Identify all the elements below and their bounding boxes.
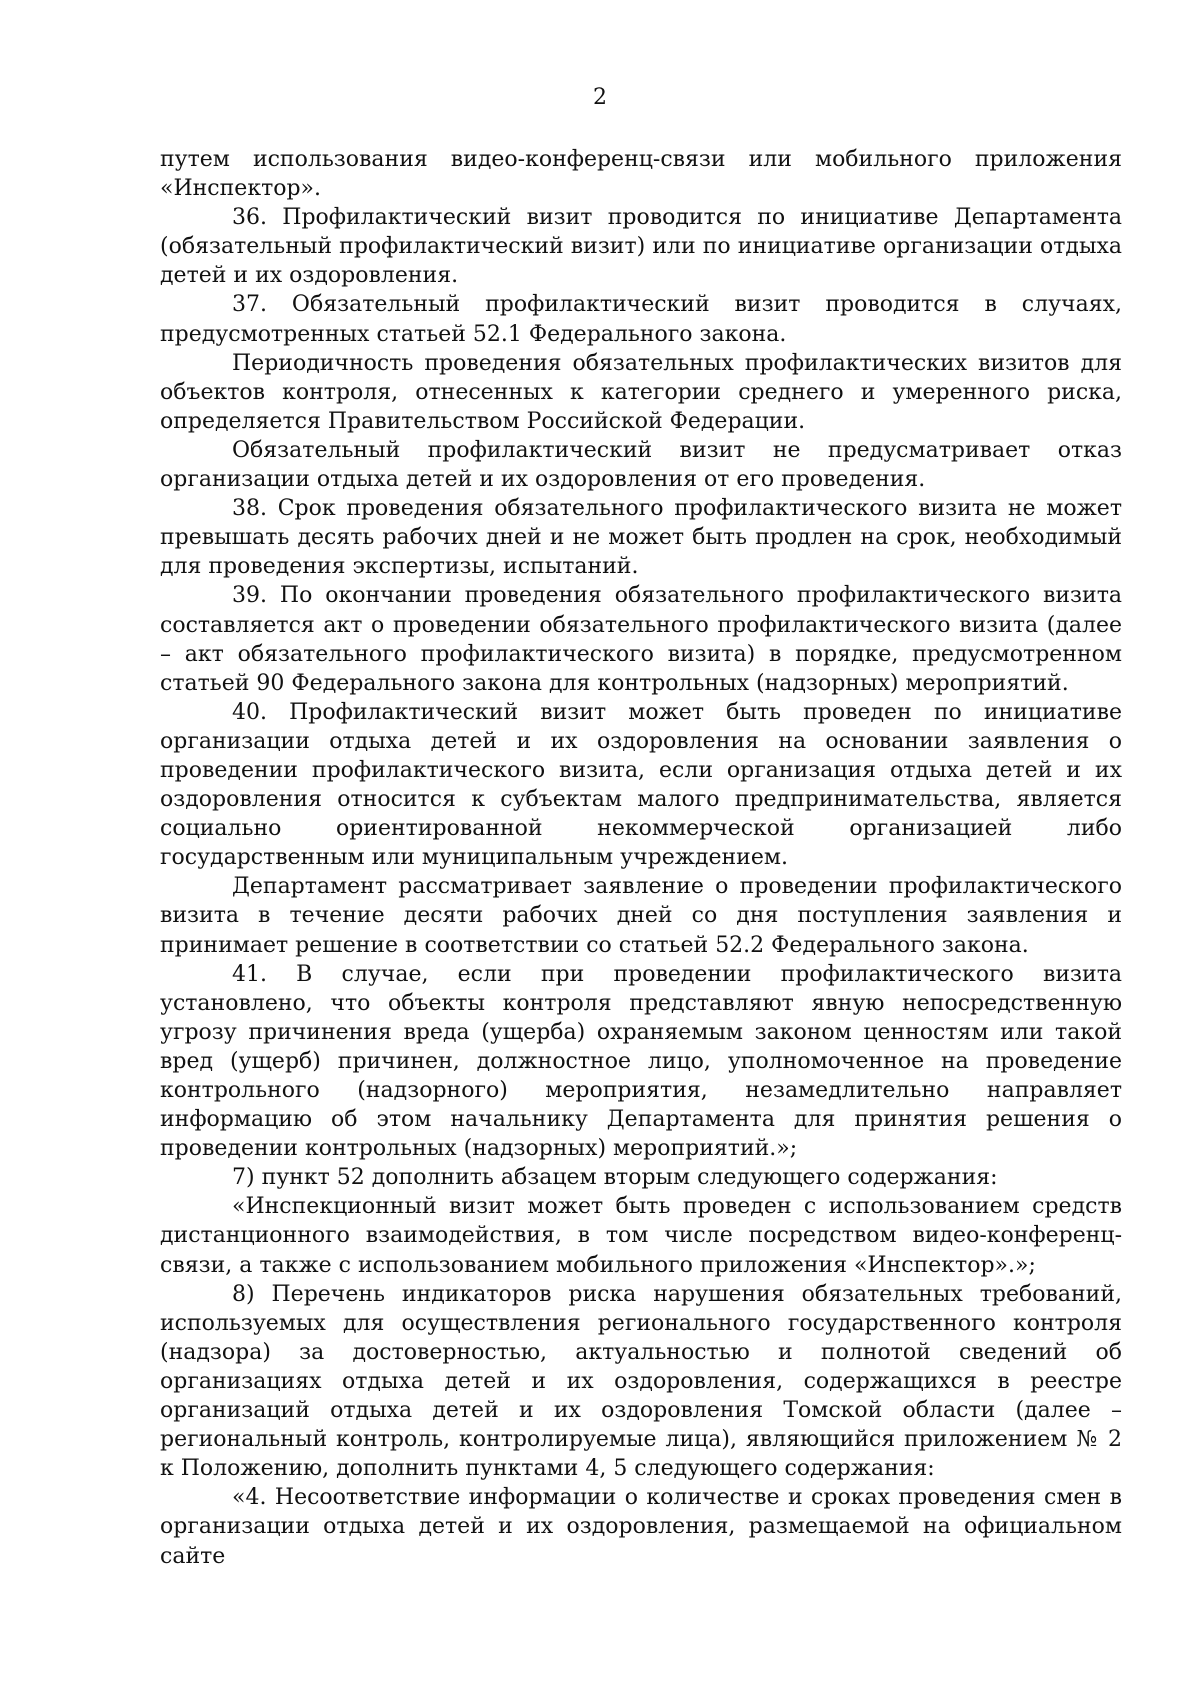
paragraph: Обязательный профилактический визит не предусматривает отказ организации отдыха детей и их оздоровления от его проведения. (160, 437, 1122, 493)
paragraph: 36. Профилактический визит проводится по инициативе Департамента (обязательный профилактический визит) или по инициативе организации отдыха детей и их оздоровления. (160, 205, 1122, 289)
paragraph: 41. В случае, если при проведении профилактического визита установлено, что объекты контроля представляют явную непосредственную угрозу причинения вреда (ущерба) охраняемым законом ценностям или такой вред (ущерб) причинен, должностное лицо, уполномоченное на проведение контрольного (надзорного) мероприятия, незамедлительно направляет информацию об этом начальнику Департамента для принятия решения о проведении контрольных (надзорных) мероприятий.»; (160, 961, 1122, 1162)
paragraph: Департамент рассматривает заявление о проведении профилактического визита в течение десяти рабочих дней со дня поступления заявления и принимает решение в соответствии со статьей 52.2 Федерального закона. (160, 874, 1122, 958)
paragraph: Периодичность проведения обязательных профилактических визитов для объектов контроля, отнесенных к категории среднего и умеренного риска, определяется Правительством Российской Федерации. (160, 350, 1122, 434)
paragraph: 7) пункт 52 дополнить абзацем вторым следующего содержания: (232, 1165, 998, 1191)
paragraph: 39. По окончании проведения обязательного профилактического визита составляется акт о проведении обязательного профилактического визита (далее – акт обязательного профилактического визита) в порядке, предусмотренном статьей 90 Федерального закона для контрольных (надзорных) мероприятий. (160, 583, 1122, 696)
paragraph: 40. Профилактический визит может быть проведен по инициативе организации отдыха детей и их оздоровления на основании заявления о проведении профилактического визита, если организация отдыха детей и их оздоровления относится к субъектам малого предпринимательства, является социально ориентированной некоммерческой организацией либо государственным или муниципальным учреждением. (160, 699, 1122, 871)
paragraph: «Инспекционный визит может быть проведен с использованием средств дистанционного взаимодействия, в том числе посредством видео-конференц-связи, а также с использованием мобильного приложения «Инспектор».»; (160, 1194, 1122, 1278)
paragraph: «4. Несоответствие информации о количестве и сроках проведения смен в организации отдыха детей и их оздоровления, размещаемой на официальном сайте (160, 1485, 1122, 1569)
paragraph: 8) Перечень индикаторов риска нарушения обязательных требований, используемых для осуществления регионального государственного контроля (надзора) за достоверностью, актуальностью и полнотой сведений об организациях отдыха детей и их оздоровления, содержащихся в реестре организаций отдыха детей и их оздоровления Томской области (далее – региональный контроль, контролируемые лица), являющийся приложением № 2 к Положению, дополнить пунктами 4, 5 следующего содержания: (160, 1281, 1122, 1482)
paragraph: 37. Обязательный профилактический визит проводится в случаях, предусмотренных статьей 52.1 Федерального закона. (160, 292, 1122, 347)
page-number: 2 (593, 85, 607, 110)
paragraph: путем использования видео-конференц-связи или мобильного приложения «Инспектор». (160, 147, 1122, 202)
paragraph: 38. Срок проведения обязательного профилактического визита не может превышать десять рабочих дней и не может быть продлен на срок, необходимый для проведения экспертизы, испытаний. (160, 496, 1122, 580)
document-body (160, 145, 1122, 1571)
